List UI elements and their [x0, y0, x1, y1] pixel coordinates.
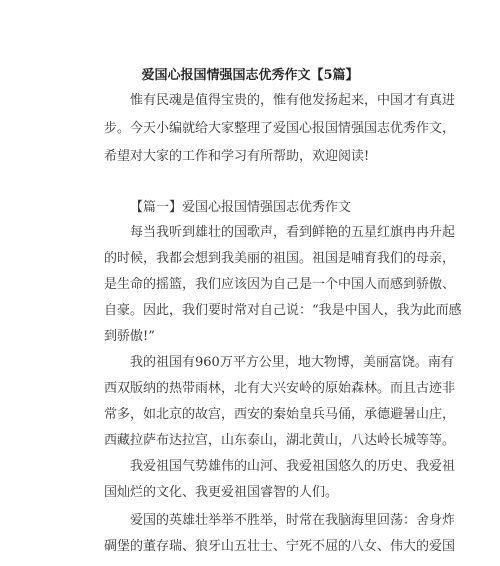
paragraph-line: 碉堡的董存瑞、狼牙山五壮士、宁死不屈的八女、伟大的爱国	[104, 539, 456, 554]
paragraph-line: 西藏拉萨布达拉宫，山东泰山，湖北黄山，八达岭长城等等。	[104, 433, 456, 448]
intro-line: 惟有民魂是值得宝贵的，惟有他发扬起来，中国才有真进	[130, 93, 456, 108]
paragraph-line: 我的祖国有960万平方公里，地大物博，美丽富饶。南有	[130, 355, 454, 370]
section-heading: 【篇一】爱国心报国情强国志优秀作文	[130, 200, 352, 215]
intro-line: 希望对大家的工作和学习有所帮助，欢迎阅读!	[104, 149, 370, 164]
intro-line: 步。今天小编就给大家整理了爱国心报国情强国志优秀作文，	[104, 121, 456, 136]
paragraph-line: 自豪。因此，我们要时常对自己说：“我是中国人，我为此而感	[104, 303, 462, 318]
paragraph-line: 的时候，我都会想到我美丽的祖国。祖国是哺育我们的母亲，	[104, 251, 456, 266]
paragraph-line: 爱国的英雄壮举举不胜举，时常在我脑海里回荡：舍身炸	[130, 513, 456, 528]
paragraph-line: 西双版纳的热带雨林，北有大兴安岭的原始森林。而且古迹非	[104, 381, 456, 396]
paragraph-line: 每当我听到雄壮的国歌声，看到鲜艳的五星红旗冉冉升起	[130, 225, 456, 240]
document-title: 爱国心报国情强国志优秀作文【5篇】	[141, 68, 359, 83]
paragraph-line: 是生命的摇篮，我们应该因为自己是一个中国人而感到骄傲、	[104, 277, 456, 292]
paragraph-line: 我爱祖国气势雄伟的山河、我爱祖国悠久的历史、我爱祖	[130, 459, 456, 474]
paragraph-line: 到骄傲!”	[104, 329, 155, 344]
paragraph-line: 常多，如北京的故宫，西安的秦始皇兵马俑，承德避暑山庄，	[104, 407, 456, 422]
paragraph-line: 国灿烂的文化、我更爱祖国睿智的人们。	[104, 485, 339, 500]
